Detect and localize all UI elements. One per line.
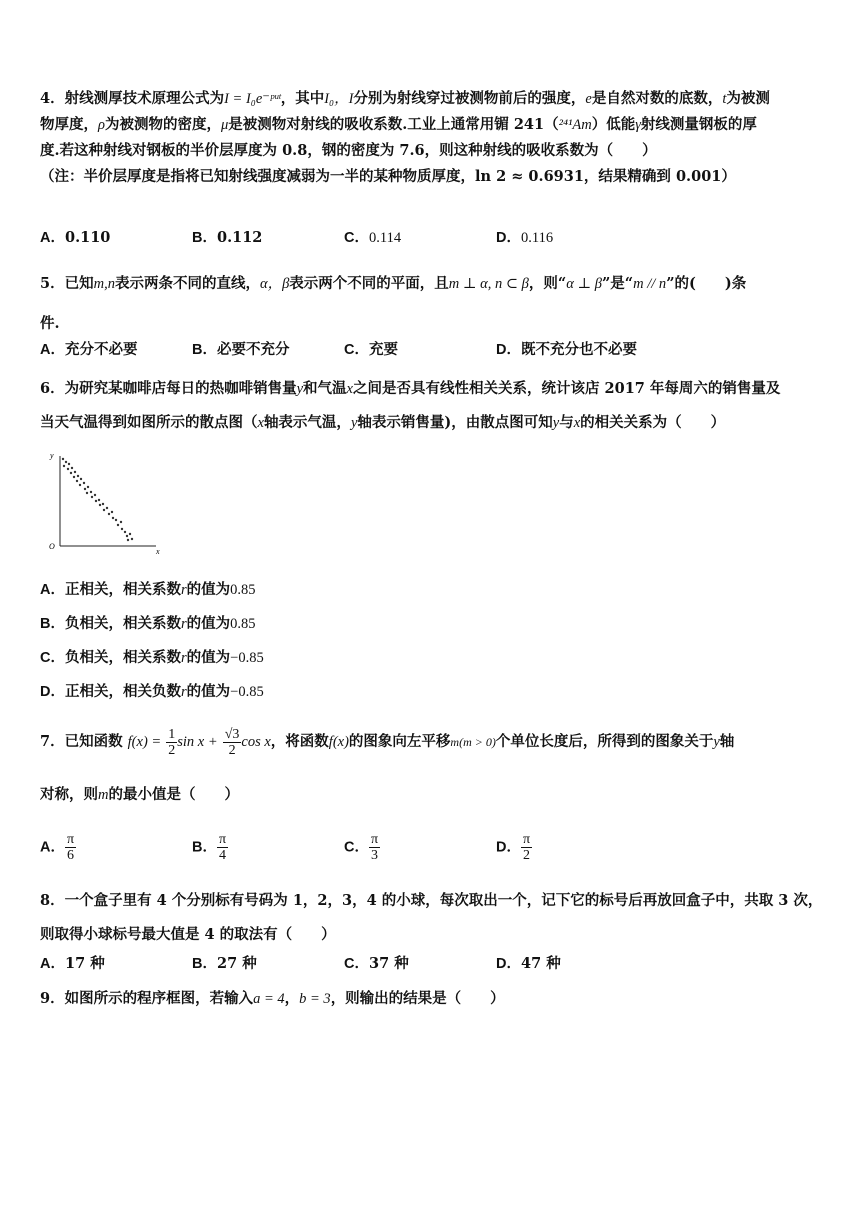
scatter-points xyxy=(62,458,133,541)
scatter-plot xyxy=(44,448,168,558)
point xyxy=(84,488,86,490)
option-a[interactable]: A．充分不必要 xyxy=(40,341,138,358)
point xyxy=(112,517,114,519)
option-c[interactable]: C． $\frac{\pi}{3}$ xyxy=(344,832,379,863)
point xyxy=(117,524,119,526)
option-a[interactable]: A．17 种 xyxy=(40,955,105,972)
point xyxy=(73,476,75,478)
point xyxy=(67,468,69,470)
point xyxy=(83,482,85,484)
point xyxy=(98,499,100,501)
question-7-options xyxy=(40,828,830,868)
point xyxy=(71,467,73,469)
option-d[interactable]: D．既不充分也不必要 xyxy=(496,341,637,358)
point xyxy=(102,503,104,505)
point xyxy=(103,509,105,511)
point xyxy=(63,465,65,467)
question-9: 9．如图所示的程序框图，若输入a = 4，b = 3，则输出的结果是（ ） xyxy=(40,990,505,1007)
point xyxy=(99,504,101,506)
formula: I = I₀e⁻ᵖᵘᵗ xyxy=(224,91,281,107)
point xyxy=(87,486,89,488)
point xyxy=(80,478,82,480)
question-8-options xyxy=(40,952,830,978)
point xyxy=(86,492,88,494)
point xyxy=(65,461,67,463)
note: （注：半价层厚度是指将已知射线强度减弱为一半的某种物质厚度，ln 2 ≈ 0.6931，结果精确到 0.001） xyxy=(40,168,736,185)
point xyxy=(77,475,79,477)
question-number: 6． xyxy=(40,380,65,397)
option-c[interactable]: C．充要 xyxy=(344,341,398,358)
question-8: 8．一个盒子里有 4 个分别标有号码为 1，2，3，4 的小球，每次取出一个，记下它的标号后再放回盒子中，共取 3 次， 则取得小球标号最大值是 4 的取法有（ ） xyxy=(40,892,823,943)
option-a[interactable]: A．正相关，相关系数r的值为0.85 xyxy=(40,581,256,598)
point xyxy=(70,472,72,474)
question-number: 4． xyxy=(40,90,65,107)
y-axis-label: y xyxy=(50,451,54,460)
question-number: 7． xyxy=(40,733,65,750)
point xyxy=(124,531,126,533)
point xyxy=(74,471,76,473)
question-7-line2: 对称，则m的最小值是（ ） xyxy=(40,786,239,803)
point xyxy=(126,535,128,537)
option-b[interactable]: B．必要不充分 xyxy=(192,341,290,358)
option-c[interactable]: C．0.114 xyxy=(344,230,402,246)
origin-label: O xyxy=(49,542,55,551)
fraction: $\frac{√3}{2}$ xyxy=(224,726,240,758)
point xyxy=(120,521,122,523)
point xyxy=(115,519,117,521)
option-d[interactable]: D．47 种 xyxy=(496,955,561,972)
point xyxy=(111,511,113,513)
question-5: 5．已知m,n表示两条不同的直线，α，β表示两个不同的平面，且m ⊥ α, n ⊂ β，则“α ⊥ β”是“m // n”的( )条 件. xyxy=(40,275,747,332)
option-d[interactable]: D． $\frac{\pi}{2}$ xyxy=(496,832,531,863)
option-b[interactable]: B． $\frac{\pi}{4}$ xyxy=(192,832,227,863)
x-axis-label: x xyxy=(156,547,160,556)
point xyxy=(68,463,70,465)
option-b[interactable]: B．负相关，相关系数r的值为0.85 xyxy=(40,615,256,632)
question-4: 4．射线测厚技术原理公式为I = I₀e⁻ᵖᵘᵗ，其中I₀，I分别为射线穿过被测物前后的强度，e是自然对数的底数，t为被测 物厚度，ρ为被测物的密度，μ是被测物对射线的吸收系数.工业上通常用镅 241（²⁴¹Am）低能γ射线测量钢板的厚 度.若这种射线对钢板的半价层厚度为 0.8，钢的密度为 7.6，则这种射线的吸收系数为（ ） （注：半价层厚度是指将已知射线强度减弱为一半的某种物质厚度，ln 2 ≈ 0.6931，结果精确到 0.001） xyxy=(40,90,770,185)
point xyxy=(127,539,129,541)
question-7: 7．已知函数 f(x) = $\frac{1}{2}$ sin x + $\frac{√3}{2}$ cos x，将函数f(x)的图象向左平移m(m > 0)个单位长度后，所得到的图象关于y轴 xyxy=(40,726,735,758)
option-d[interactable]: D．正相关，相关负数r的值为−0.85 xyxy=(40,683,264,700)
option-c[interactable]: C．负相关，相关系数r的值为−0.85 xyxy=(40,649,264,666)
question-number: 9． xyxy=(40,990,65,1007)
point xyxy=(62,458,64,460)
question-5-options xyxy=(40,338,830,364)
point xyxy=(90,491,92,493)
point xyxy=(79,484,81,486)
question-4-options xyxy=(40,226,830,252)
option-a[interactable]: A．0.110 xyxy=(40,229,111,246)
option-c[interactable]: C．37 种 xyxy=(344,955,409,972)
point xyxy=(76,480,78,482)
point xyxy=(129,533,131,535)
question-6: 6．为研究某咖啡店每日的热咖啡销售量y和气温x之间是否具有线性相关关系，统计该店 2017 年每周六的销售量及 当天气温得到如图所示的散点图（x轴表示气温，y轴表示销售量)，由散点图可知y与x的相关关系为（ ） xyxy=(40,380,781,431)
point xyxy=(91,496,93,498)
option-b[interactable]: B．0.112 xyxy=(192,229,263,246)
option-b[interactable]: B．27 种 xyxy=(192,955,257,972)
option-a[interactable]: A． $\frac{\pi}{6}$ xyxy=(40,832,75,863)
point xyxy=(106,507,108,509)
point xyxy=(121,528,123,530)
question-number: 5． xyxy=(40,275,65,292)
option-d[interactable]: D．0.116 xyxy=(496,230,554,246)
fraction: $\frac{1}{2}$ xyxy=(168,726,176,758)
point xyxy=(94,494,96,496)
point xyxy=(108,513,110,515)
point xyxy=(95,500,97,502)
point xyxy=(131,538,133,540)
question-number: 8． xyxy=(40,892,65,909)
